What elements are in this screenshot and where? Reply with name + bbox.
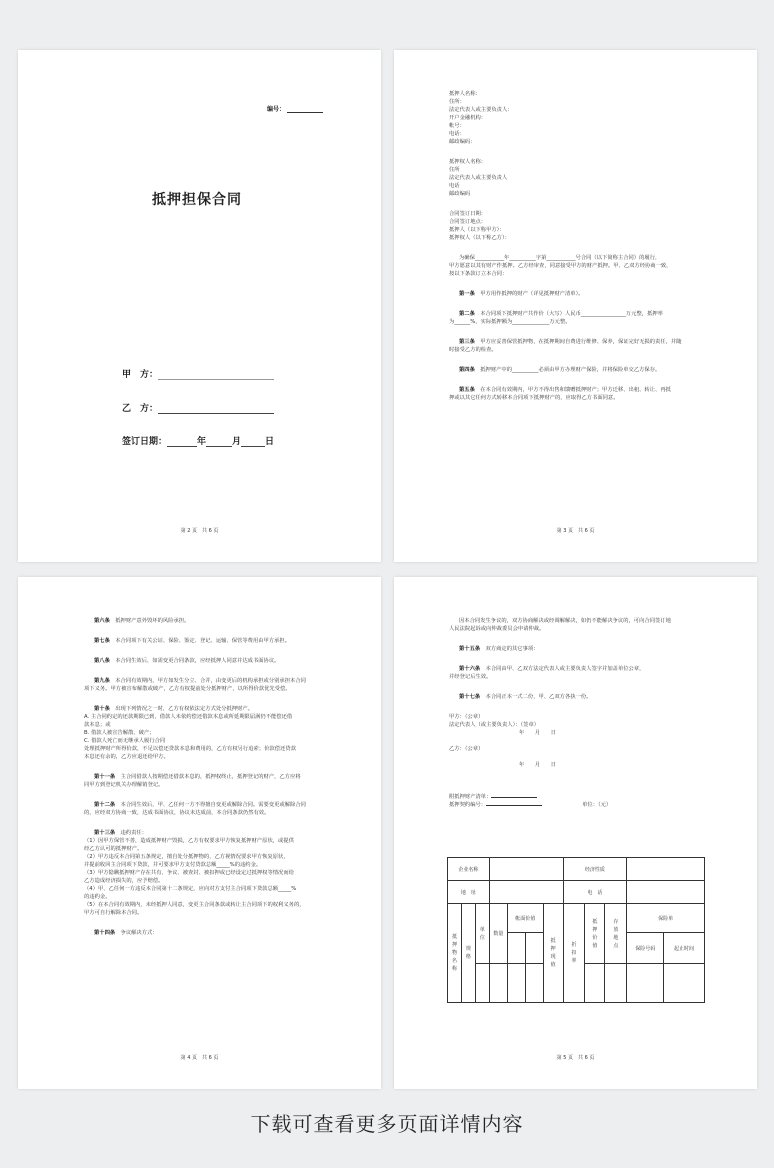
table-cell bbox=[489, 858, 563, 881]
info-line: 邮政编码： bbox=[449, 139, 476, 145]
download-caption: 下载可查看更多页面详情内容 bbox=[250, 1112, 524, 1136]
table-cell bbox=[664, 964, 705, 1003]
article-line: 项下义务。甲方被宣布解散或破产，乙方有权提前处分抵押财产，以所得价款优先受偿。 bbox=[84, 686, 291, 692]
signature-date: 年 月 日 bbox=[519, 762, 557, 768]
cover-page bbox=[18, 50, 381, 562]
column-header: 抵 押 价 值 bbox=[585, 904, 605, 964]
article-line: 处理抵押财产所得价款，不足以偿还贷款本息和费用的，乙方有权另行追索；价款偿还贷款 bbox=[84, 746, 296, 752]
article-heading: 第九条 本合同有效期内，甲方如发生分立、合并，由变更后的机构承担或分别承担本合同 bbox=[94, 678, 306, 684]
article-line: （2）甲方违反本合同第五条规定，擅自处分抵押物的，乙方视情况要求甲方恢复原状， bbox=[84, 854, 289, 860]
table-cell bbox=[525, 933, 543, 964]
article-line: C. 借款人死亡而无继承人履行合同 bbox=[84, 738, 166, 744]
table-cell bbox=[489, 881, 563, 904]
article-line: 甲方可自行解除本合同。 bbox=[84, 910, 143, 916]
party-a-field: 甲 方： bbox=[122, 367, 274, 380]
article-line: 经乙方认可的抵押财产。 bbox=[84, 846, 143, 852]
info-line: 抵押权人（以下称乙方）： bbox=[449, 235, 510, 241]
collateral-list-table bbox=[447, 857, 705, 1003]
article-5: 第五条 在本合同有效期内，甲方不得出售和馈赠抵押财产；甲方迁移、出租、转让、再抵 bbox=[459, 387, 671, 393]
article-heading: 第十条 出现下列情况之一时，乙方有权依法定方式处分抵押财产。 bbox=[94, 706, 253, 712]
info-line: 抵押人名称： bbox=[449, 91, 481, 97]
contract-page-2 bbox=[394, 50, 757, 562]
table-cell bbox=[507, 933, 525, 964]
enterprise-name-label: 企业名称 bbox=[448, 858, 490, 881]
start-end-time-header: 起止时间 bbox=[664, 933, 705, 964]
table-cell bbox=[627, 881, 705, 904]
intro-line: 为确保___________年__________字第___________号合同（以下简称主合同）的履行， bbox=[459, 255, 661, 261]
column-header: 折 扣 率 bbox=[563, 904, 585, 1003]
signature-b: 乙方：（公章） bbox=[449, 746, 484, 752]
article-16: 第十六条 本合同由甲、乙双方法定代表人或主要负责人签字并加盖单位公章， bbox=[459, 666, 645, 672]
article-line: （5）在本合同有效期内，未经抵押人同意，变更主合同条款或转让主合同项下的权利义务的， bbox=[84, 902, 305, 908]
article-line: （3）甲方隐瞒抵押财产存在共有、争议、被查封、被扣押或已经设定过抵押权等情况而给 bbox=[84, 870, 294, 876]
article-4: 第四条 抵押财产中的__________必须由甲方办理财产保险，并将保险单交乙方保存。 bbox=[459, 367, 661, 373]
article-line: （1）因甲方保管不善，造成抵押财产毁损，乙方有权要求甲方恢复抵押财产原状，或提供 bbox=[84, 838, 294, 844]
table-cell bbox=[507, 964, 525, 1003]
article-line: A. 主合同约定的还款期限已到，借款人未依约偿还借款本息或所延期限届满仍不能偿还借 bbox=[84, 714, 293, 720]
article-line: 同甲方到登记机关办理解销登记。 bbox=[84, 782, 164, 788]
article-heading: 第六条 抵押财产意外毁坏的风险承担。 bbox=[94, 618, 190, 624]
info-line: 抵押权人名称： bbox=[449, 159, 487, 165]
phone-label: 电 话 bbox=[563, 881, 627, 904]
article-heading: 第十三条 违约责任： bbox=[94, 830, 148, 836]
dispute-line: 因本合同发生争议的，双方协商解决或经调解解决，如仍不能解决争议的，可向合同签订地 bbox=[459, 618, 671, 624]
info-line: 合同签订地点： bbox=[449, 219, 487, 225]
table-cell bbox=[627, 964, 664, 1003]
column-header: 保险单 bbox=[627, 904, 705, 933]
contract-page-4 bbox=[394, 577, 757, 1089]
info-line: 法定代表人或主要负责人： bbox=[449, 107, 513, 113]
info-line: 邮政编码 bbox=[449, 191, 471, 197]
signature-date: 年 月 日 bbox=[519, 730, 557, 736]
article-heading: 第七条 本合同项下有关公证、保险、鉴定、登记、运输、保管等费用由甲方承担。 bbox=[94, 638, 291, 644]
sign-date-field: 签订日期： 年 月 日 bbox=[122, 437, 275, 447]
signature-a: 甲方：（公章） bbox=[449, 714, 484, 720]
article-line: 款本息；或 bbox=[84, 722, 111, 728]
column-header: 抵 押 现 值 bbox=[543, 904, 563, 1003]
attachment-list-label: 附抵押财产清单： bbox=[449, 793, 671, 801]
column-header: 规 格 bbox=[461, 904, 475, 1003]
article-line: 的违约金。 bbox=[84, 894, 111, 900]
article-heading: 第八条 本合同生效后，如需变更合同条款，应经抵押人同意并达成书面协议。 bbox=[94, 658, 280, 664]
article-15: 第十五条 双方商定的其它事项： bbox=[459, 646, 539, 652]
column-header: 存 放 地 点 bbox=[605, 904, 627, 964]
page-text bbox=[449, 90, 682, 402]
article-line: 押或以其它任何方式转移本合同项下抵押财产的，应取得乙方书面同意。 bbox=[449, 395, 619, 401]
column-header: 抵 押 物 名 称 bbox=[448, 904, 462, 1003]
dispute-line: 人民法院起诉或向仲裁委员会申请仲裁。 bbox=[449, 626, 545, 632]
contract-page-3 bbox=[18, 577, 381, 1089]
article-line: 为______%，实际抵押额为______________万元整。 bbox=[449, 319, 571, 325]
article-3: 第三条 甲方应妥善保管抵押物，在抵押期间自费进行维修、保养，保证完好无损的责任，并随 bbox=[459, 339, 682, 345]
party-b-field: 乙 方： bbox=[122, 401, 274, 414]
table-cell bbox=[489, 964, 507, 1003]
intro-line: 甲方愿意以其有财产作抵押。乙方经审查，同意接受甲方的财产抵押。甲、乙双方经协商一致， bbox=[449, 263, 672, 269]
contract-number: 编号： bbox=[267, 104, 323, 113]
article-heading: 第十二条 本合同生效后，甲、乙任何一方不得擅自变更或解除合同。需要变更或解除合同 bbox=[94, 802, 306, 808]
page-footer: 第 4 页 共 6 页 bbox=[180, 1055, 219, 1061]
article-heading: 第十四条 争议解决方式： bbox=[94, 930, 158, 936]
page-footer: 第 2 页 共 6 页 bbox=[180, 528, 219, 534]
table-cell bbox=[525, 964, 543, 1003]
address-label: 地 址 bbox=[448, 881, 490, 904]
info-line: 法定代表人或主要负责人 bbox=[449, 175, 508, 181]
signature-representative: 法定代表人（或主要负责人）：（签章） bbox=[449, 722, 540, 728]
article-1: 第一条 甲方用作抵押的财产（详见抵押财产清单）。 bbox=[459, 291, 584, 297]
info-line: 帐号： bbox=[449, 123, 465, 129]
article-17: 第十七条 本合同正本一式二份，甲、乙双方各执一份。 bbox=[459, 694, 592, 700]
intro-line: 按以下条款订立本合同： bbox=[449, 271, 508, 277]
page-text bbox=[84, 617, 306, 937]
column-header: 数量 bbox=[489, 904, 507, 964]
table-cell bbox=[585, 964, 605, 1003]
article-line: 乙方造成经济损失的，应予赔偿。 bbox=[84, 878, 164, 884]
insurance-number-header: 保险号码 bbox=[627, 933, 664, 964]
attachment-number-label: 抵押契约编号： 单位：（元） bbox=[449, 802, 612, 808]
table-cell bbox=[605, 964, 627, 1003]
article-heading: 第十一条 主合同借款人按期偿还借款本息的，抵押权终止，抵押登记的财产，乙方应将 bbox=[94, 774, 301, 780]
article-line: 的，应经双方协商一致，达成书面协议，协议未达成前，本合同条款仍然有效。 bbox=[84, 810, 270, 816]
contract-title: 抵押担保合同 bbox=[152, 192, 242, 208]
info-line: 合同签订日期： bbox=[449, 211, 487, 217]
table-cell bbox=[475, 964, 489, 1003]
article-line: 时接受乙方的检查。 bbox=[449, 347, 497, 353]
article-line: B. 借款人被宣告解散、破产； bbox=[84, 730, 155, 736]
article-2: 第二条 本合同项下抵押财产共作价（大写）人民币_________________万元整，抵押率 bbox=[459, 311, 663, 317]
economic-nature-label: 经济性质 bbox=[563, 858, 627, 881]
article-line: 并经登记后生效。 bbox=[449, 674, 492, 680]
page-text bbox=[449, 617, 671, 809]
page-footer: 第 3 页 共 6 页 bbox=[556, 528, 595, 534]
column-header: 帐面价值 bbox=[507, 904, 543, 933]
article-line: 并提前收回主合同项下贷款，并可要求甲方支付贷款总额_____%的违约金。 bbox=[84, 862, 262, 868]
info-line: 电话 bbox=[449, 183, 460, 189]
info-line: 电话： bbox=[449, 131, 465, 137]
info-line: 抵押人（以下称甲方）： bbox=[449, 227, 505, 233]
column-header: 单 位 bbox=[475, 904, 489, 964]
page-footer: 第 5 页 共 6 页 bbox=[556, 1055, 595, 1061]
info-line: 住所： bbox=[449, 99, 465, 105]
article-line: 本息还有余的，乙方应退还给甲方。 bbox=[84, 754, 169, 760]
info-line: 住所 bbox=[449, 167, 460, 173]
table-cell bbox=[627, 858, 705, 881]
article-line: （4）甲、乙任何一方违反本合同第十二条规定，应向对方支付主合同项下贷款总额_____% bbox=[84, 886, 297, 892]
info-line: 开户金融机构： bbox=[449, 115, 487, 121]
